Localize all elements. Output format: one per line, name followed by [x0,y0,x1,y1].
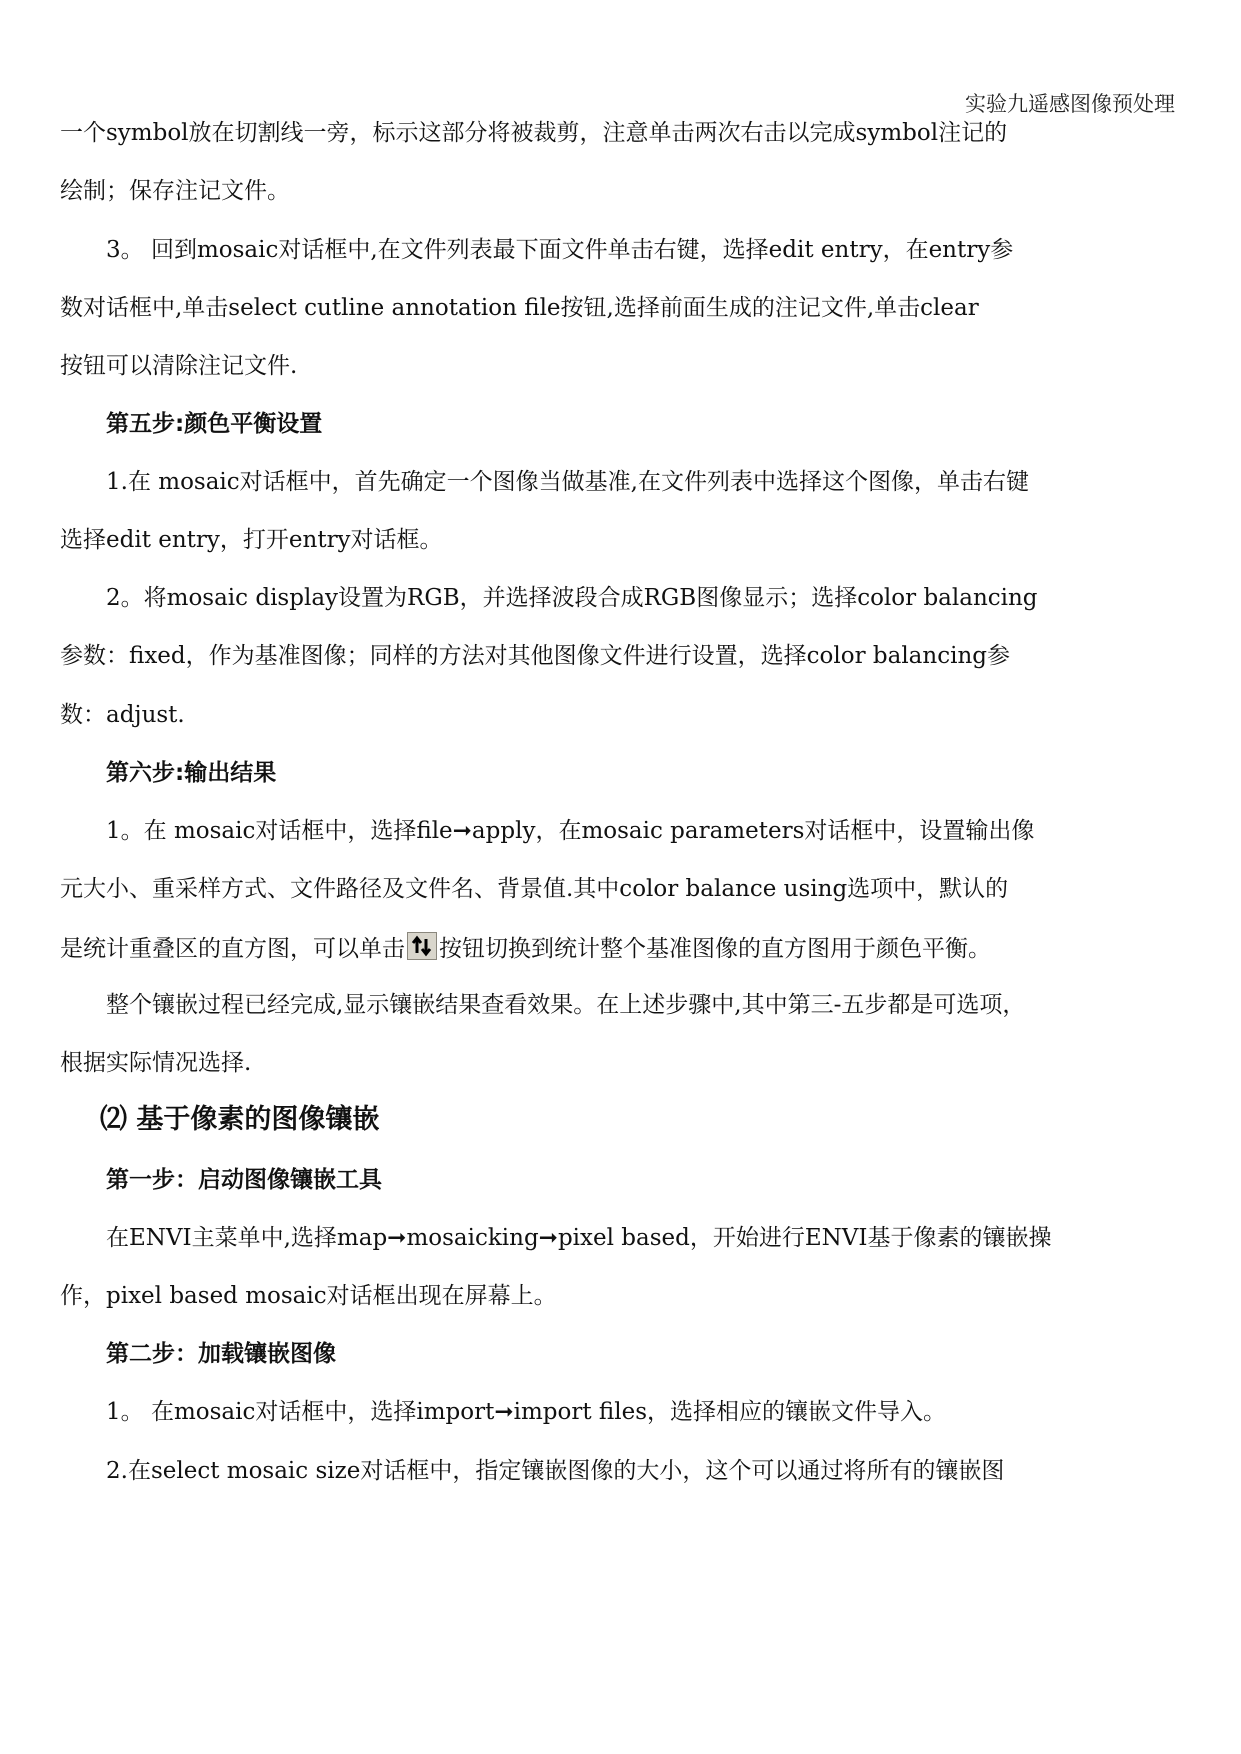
paragraph-line: 选择edit entry，打开entry对话框。 [60,527,443,553]
paragraph-line: 整个镶嵌过程已经完成,显示镶嵌结果查看效果。在上述步骤中,其中第三-五步都是可选项， [106,992,1026,1018]
paragraph-line-with-icon [60,932,991,964]
step-heading: 第一步：启动图像镶嵌工具 [106,1167,382,1193]
paragraph-line: 2.在select mosaic size对话框中，指定镶嵌图像的大小，这个可以通过将所有的镶嵌图 [106,1458,1005,1484]
paragraph-line: 在ENVI主菜单中,选择map➞mosaicking➞pixel based，开始进行ENVI基于像素的镶嵌操 [106,1225,1052,1251]
paragraph-line: 3。 回到mosaic对话框中,在文件列表最下面文件单击右键，选择edit entry，在entry参 [106,237,1014,263]
line-text-after-icon: 按钮切换到统计整个基准图像的直方图用于颜色平衡。 [439,936,991,962]
paragraph-line: 按钮可以清除注记文件. [60,353,298,379]
paragraph-line: 1。 在mosaic对话框中，选择import➞import files，选择相应的镶嵌文件导入。 [106,1399,946,1425]
paragraph-line: 绘制；保存注记文件。 [60,178,290,204]
step-heading: 第六步:输出结果 [106,760,277,786]
step-heading: 第五步:颜色平衡设置 [106,411,323,437]
running-header: 实验九遥感图像预处理 [965,92,1175,116]
paragraph-line: 1。在 mosaic对话框中，选择file➞apply，在mosaic parameters对话框中，设置输出像 [106,818,1035,844]
paragraph-line: 一个symbol放在切割线一旁，标示这部分将被裁剪，注意单击两次右击以完成symbol注记的 [60,120,1008,146]
paragraph-line: 根据实际情况选择. [60,1050,252,1076]
section-heading: ⑵ 基于像素的图像镶嵌 [100,1104,380,1135]
paragraph-line: 数对话框中,单击select cutline annotation file按钮,选择前面生成的注记文件,单击clear [60,295,979,321]
paragraph-line: 数：adjust. [60,702,185,728]
paragraph-line: 元大小、重采样方式、文件路径及文件名、背景值.其中color balance using选项中，默认的 [60,876,1009,902]
paragraph-line: 1.在 mosaic对话框中，首先确定一个图像当做基准,在文件列表中选择这个图像，单击右键 [106,469,1029,495]
swap-arrows-icon [407,932,437,960]
paragraph-line: 参数：fixed，作为基准图像；同样的方法对其他图像文件进行设置，选择color balancing参 [60,643,1010,669]
paragraph-line: 作，pixel based mosaic对话框出现在屏幕上。 [60,1283,557,1309]
step-heading: 第二步：加载镶嵌图像 [106,1341,336,1367]
paragraph-line: 2。将mosaic display设置为RGB，并选择波段合成RGB图像显示；选择color balancing [106,585,1038,611]
line-text-before-icon: 是统计重叠区的直方图，可以单击 [60,936,405,962]
